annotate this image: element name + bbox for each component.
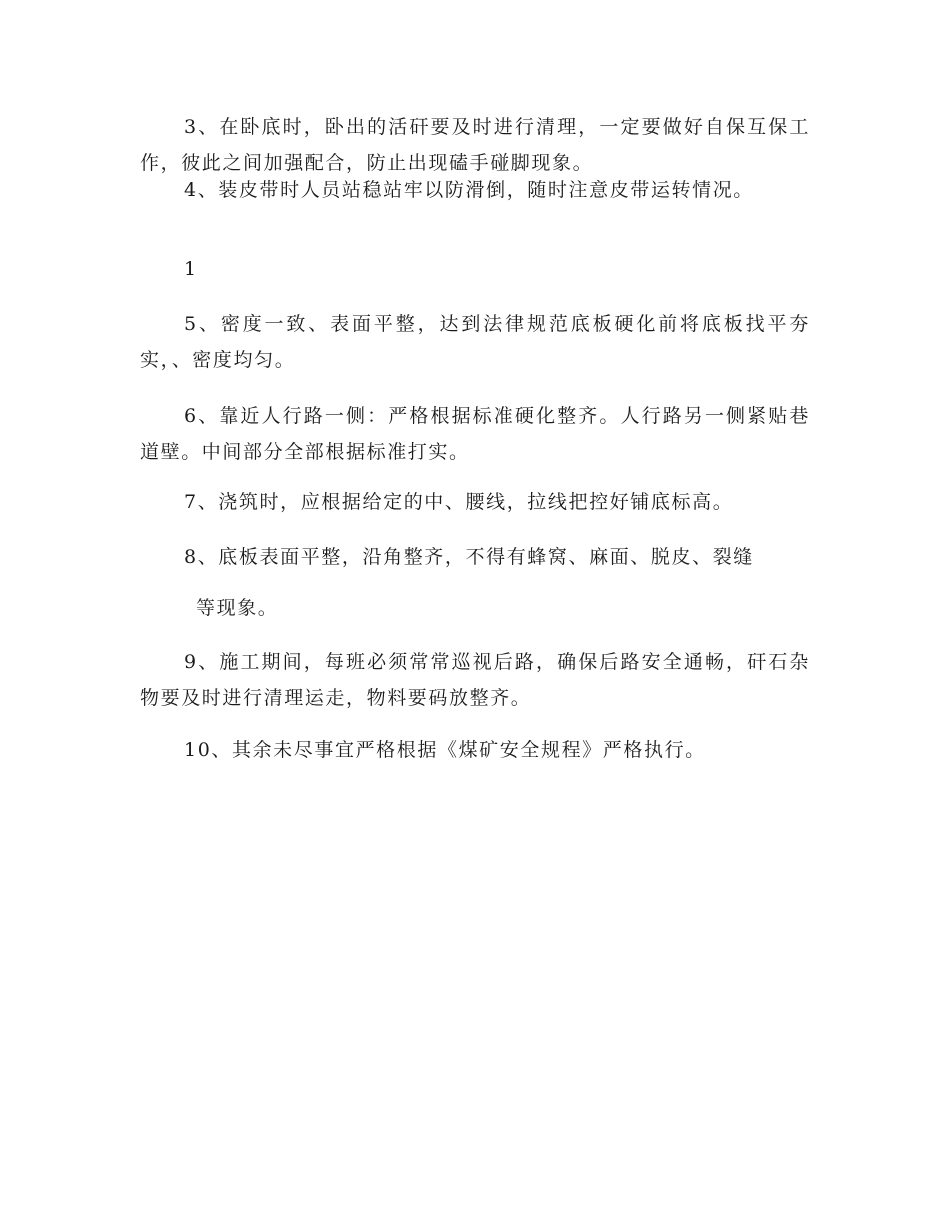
paragraph-item-10: 10、其余未尽事宜严格根据《煤矿安全规程》严格执行。 [184,739,706,761]
paragraph-item-7: 7、浇筑时，应根据给定的中、腰线，拉线把控好铺底标高。 [184,491,734,513]
page-number: 1 [184,258,198,280]
paragraph-item-3: 3、在卧底时，卧出的活矸要及时进行清理，一定要做好自保互保工作，彼此之间加强配合，防止出现磕手碰脚现象。 [140,116,810,174]
paragraph-item-8-continuation: 等现象。 [196,597,279,619]
paragraph-item-6: 6、靠近人行路一侧：严格根据标准硬化整齐。人行路另一侧紧贴巷道壁。中间部分全部根据标准打实。 [140,405,810,463]
paragraph-item-9: 9、施工期间，每班必须常常巡视后路，确保后路安全通畅，矸石杂物要及时进行清理运走，物料要码放整齐。 [140,651,810,709]
paragraph-item-8: 8、底板表面平整，沿角整齐，不得有蜂窝、麻面、脱皮、裂缝 [184,546,754,568]
paragraph-item-5: 5、密度一致、表面平整，达到法律规范底板硬化前将底板找平夯实，、密度均匀。 [140,313,810,371]
paragraph-item-4: 4、装皮带时人员站稳站牢以防滑倒，随时注意皮带运转情况。 [184,179,754,201]
